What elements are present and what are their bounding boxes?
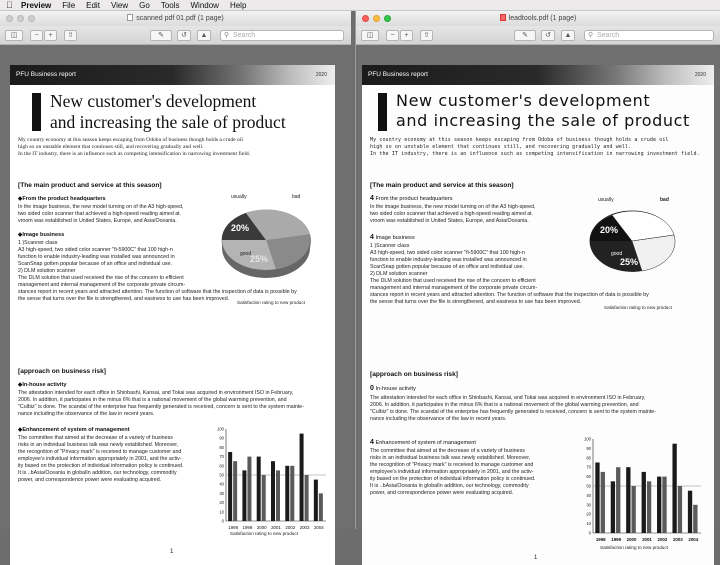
menu-view[interactable]: View xyxy=(110,0,129,10)
bar-caption: Satisfaction rating to new product xyxy=(230,531,298,536)
pie-label-usually: usually xyxy=(598,197,614,203)
y-tick-label: 60 xyxy=(586,474,591,480)
y-tick-label: 30 xyxy=(586,502,591,508)
zoom-icon[interactable] xyxy=(384,15,391,22)
window-title: scanned pdf 01.pdf (1 page) xyxy=(136,15,224,22)
bar xyxy=(616,467,620,533)
y-tick-label: 10 xyxy=(586,521,591,527)
page-number: 1 xyxy=(534,555,538,561)
pie-chart xyxy=(216,200,324,300)
bar xyxy=(647,481,651,533)
pdf-document-icon xyxy=(500,14,506,21)
menu-tools[interactable]: Tools xyxy=(160,0,180,10)
pdf-page xyxy=(10,65,335,565)
y-tick-label: 70 xyxy=(586,464,591,470)
title-bar-mark xyxy=(378,93,387,131)
y-tick-label: 20 xyxy=(219,500,224,506)
pdf-page xyxy=(362,65,714,565)
share-button[interactable]: ⇧ xyxy=(420,30,433,41)
y-tick-label: 20 xyxy=(586,511,591,517)
y-tick-label: 10 xyxy=(219,509,224,515)
x-tick-label: 2000 xyxy=(256,525,267,530)
bar-chart xyxy=(577,435,705,545)
pie-label-bad: bad xyxy=(292,194,301,200)
bar xyxy=(319,493,323,521)
pie-label-good: good xyxy=(240,251,252,257)
title-bar-mark xyxy=(32,93,41,131)
zoom-in-button[interactable]: + xyxy=(400,30,413,41)
bar-caption: Satisfaction rating to new product xyxy=(600,545,668,550)
paragraph-product-hq: In the image business, the new model turning on of the A3 high-speed, two sided color scanner that achieved a high-speed reading aimed at. vroom was established in United States, Europe, and Asia/Oceania. xyxy=(370,204,536,224)
paragraph-product-hq: In the image business, the new model turning on of the A3 high-speed, two sided color scanner that achieved a high-speed reading aimed at. vroom was established in United States, Europe, and Asia/Oceania. xyxy=(18,204,184,224)
apple-menu-icon[interactable] xyxy=(6,1,15,10)
bar xyxy=(305,475,309,521)
zoom-out-button[interactable]: − xyxy=(386,30,399,41)
y-tick-label: 100 xyxy=(584,436,591,442)
toolbar xyxy=(0,26,351,45)
share-button[interactable]: ⇧ xyxy=(64,30,77,41)
bar xyxy=(300,434,304,521)
zoom-in-button[interactable]: + xyxy=(44,30,57,41)
sidebar-toggle-button[interactable]: ◫ xyxy=(361,30,379,41)
bar xyxy=(688,491,692,533)
bar xyxy=(228,452,232,521)
preview-window-right xyxy=(355,11,720,561)
rotate-button[interactable]: ↺ xyxy=(177,30,191,41)
close-icon[interactable] xyxy=(362,15,369,22)
y-tick-label: 90 xyxy=(586,445,591,451)
x-tick-label: 2002 xyxy=(285,525,296,530)
bar-chart-svg xyxy=(210,425,330,533)
y-tick-label: 100 xyxy=(217,426,224,432)
intro-paragraph: My country economy at this season keeps escaping from Odoba of business though holds a crude oil high so on unstable element that continues still, and recovering gradually and well. In the IT industry, there is an influence such as competing intensification in narrowing investment field. xyxy=(18,137,251,157)
x-tick-label: 1998 xyxy=(228,525,239,530)
subheading-product-hq: 4 From the product headquarters xyxy=(370,195,453,202)
section-heading-business-risk: [approach on business risk] xyxy=(18,368,106,375)
x-tick-label: 1999 xyxy=(242,525,253,530)
x-tick-label: 1999 xyxy=(611,537,622,542)
intro-paragraph: My country economy at this season keeps escaping from Odoba of business though holds a crude oil high so on unstable element that continues still, and recovering gradually and well. In the IT industry, there is an influence such as competing intensification in narrowing investment field. xyxy=(370,137,700,157)
paragraph-inhouse: The attestation intended for each office in Shinbashi, Kansai, and Tokai was acquired in environment ISO in February, 2006. In addition, it participates in the minus 6% that is a national movement of the global warming prevention, and "Culbiz" is done. The scandal of the enterprise has frequently generated is received, concern is sent to the system mainte- nance including the observance of the law in recent years. xyxy=(370,395,657,422)
x-tick-label: 2001 xyxy=(642,537,652,542)
x-tick-label: 2004 xyxy=(688,537,699,542)
annotate-button[interactable]: ▲ xyxy=(561,30,575,41)
bar xyxy=(247,457,251,521)
x-tick-label: 2000 xyxy=(626,537,637,542)
bar xyxy=(662,477,666,533)
banner-year: 2020 xyxy=(694,72,706,78)
pie-label-good: good xyxy=(611,251,623,257)
pie-value-20: 20% xyxy=(231,223,250,233)
menu-bar xyxy=(0,0,720,11)
search-icon: ⚲ xyxy=(588,32,594,39)
menu-go[interactable]: Go xyxy=(139,0,150,10)
annotate-button[interactable]: ▲ xyxy=(197,30,211,41)
document-viewer[interactable] xyxy=(0,45,351,555)
window-titlebar[interactable] xyxy=(356,11,720,26)
report-banner xyxy=(10,65,335,85)
y-tick-label: 80 xyxy=(219,444,224,450)
subheading-product-hq: ◆From the product headquarters xyxy=(18,196,106,202)
close-icon[interactable] xyxy=(6,15,13,22)
subheading-image-business: 4 Image business xyxy=(370,234,415,241)
paragraph-image-business: 1 )Scanner class A3 high-speed, two sided color scanner "fi-5900C" that 100 high-n function to enable industry-leading was installed was announced in ScanSnap gotten popular because of an office and individual use. 2) DLM solution scanner The DLM solution that used received the rise of the concern to efficient management and internal management of the corporate private circum- stances report in recent years and attracted attention. The function of software that the inspection of data is possible by the sense that turns over the file is strengthened, and easiness to use has been improved. xyxy=(370,243,649,305)
window-title: leadtools.pdf (1 page) xyxy=(508,15,577,22)
bar xyxy=(290,466,294,521)
section-heading-main-product: [The main product and service at this season] xyxy=(18,182,162,189)
y-tick-label: 50 xyxy=(219,472,224,478)
x-tick-label: 2002 xyxy=(657,537,668,542)
x-tick-label: 2003 xyxy=(299,525,310,530)
subheading-management: 4 Enhancement of system of management xyxy=(370,439,476,446)
pie-value-20: 20% xyxy=(600,225,619,235)
search-input[interactable]: ⚲ Search xyxy=(220,30,344,41)
bar xyxy=(678,486,682,533)
y-tick-label: 90 xyxy=(219,435,224,441)
document-viewer[interactable] xyxy=(356,45,720,561)
bar xyxy=(601,472,605,533)
menu-file[interactable]: File xyxy=(62,0,76,10)
minimize-icon[interactable] xyxy=(373,15,380,22)
x-tick-label: 2001 xyxy=(271,525,281,530)
y-tick-label: 50 xyxy=(586,483,591,489)
paragraph-image-business: 1 )Scanner class A3 high-speed, two sided color scanner "fi-5900C" that 100 high-n function to enable industry-leading was installed was announced in ScanSnap gotten popular because of an office and individual use. 2) DLM solution scanner The DLM solution that used received the rise of the concern to efficient management and internal management of the corporate private circum- stances report in recent years and attracted attention. The function of software that the inspection of data is possible by the sense that turns over the file is strengthened, and easiness to use has been improved. xyxy=(18,240,297,302)
bar xyxy=(631,486,635,533)
menu-edit[interactable]: Edit xyxy=(86,0,100,10)
page-number: 1 xyxy=(170,549,174,555)
section-heading-business-risk: [approach on business risk] xyxy=(370,371,458,378)
banner-text: PFU Business report xyxy=(16,71,76,78)
bar xyxy=(693,505,697,533)
toolbar xyxy=(356,26,720,45)
zoom-out-button[interactable]: − xyxy=(30,30,43,41)
pie-value-25: 25% xyxy=(620,257,639,267)
preview-window-left xyxy=(0,11,351,555)
markup-button[interactable]: ✎ xyxy=(150,30,172,41)
y-tick-label: 0 xyxy=(588,530,591,536)
bar xyxy=(611,481,615,533)
search-icon: ⚲ xyxy=(224,32,230,39)
menu-preview[interactable]: Preview xyxy=(21,0,52,10)
bar-chart-svg xyxy=(577,435,705,545)
page-title: New customer's development and increasing the sale of product xyxy=(50,91,286,132)
x-tick-label: 2003 xyxy=(672,537,683,542)
bar xyxy=(672,444,676,533)
menu-window[interactable]: Window xyxy=(190,0,219,10)
bar-chart xyxy=(210,425,330,533)
bar xyxy=(314,480,318,521)
y-tick-label: 80 xyxy=(586,455,591,461)
banner-text: PFU Business report xyxy=(368,71,428,78)
sidebar-toggle-button[interactable]: ◫ xyxy=(5,30,23,41)
bar xyxy=(242,470,246,521)
search-input[interactable]: ⚲ Search xyxy=(584,30,714,41)
y-tick-label: 0 xyxy=(221,518,224,524)
markup-button[interactable]: ✎ xyxy=(514,30,536,41)
y-tick-label: 40 xyxy=(586,492,591,498)
minimize-icon[interactable] xyxy=(17,15,24,22)
rotate-button[interactable]: ↺ xyxy=(541,30,555,41)
bar xyxy=(233,461,237,521)
pie-label-bad: bad xyxy=(660,197,669,203)
subheading-inhouse: 0 In-house activity xyxy=(370,385,416,392)
subheading-image-business: ◆Image business xyxy=(18,232,65,238)
section-heading-main-product: [The main product and service at this season] xyxy=(370,182,514,189)
subheading-management: ◆Enhancement of system of management xyxy=(18,427,130,433)
pie-caption: Satisfaction rating to new product xyxy=(604,305,672,310)
bar xyxy=(657,477,661,533)
bar xyxy=(642,472,646,533)
x-tick-label: 2004 xyxy=(313,525,324,530)
pie-label-usually: usually xyxy=(231,194,247,200)
banner-year: 2020 xyxy=(315,72,327,78)
y-tick-label: 40 xyxy=(219,481,224,487)
pie-value-25: 25% xyxy=(250,254,269,264)
pie-chart xyxy=(584,203,692,303)
bar xyxy=(285,466,289,521)
y-tick-label: 60 xyxy=(219,463,224,469)
page-title: New customer's development and increasing the sale of product xyxy=(396,91,690,130)
subheading-inhouse: ◆In-house activity xyxy=(18,382,67,388)
zoom-icon[interactable] xyxy=(28,15,35,22)
bar xyxy=(271,461,275,521)
pie-caption: Satisfaction rating to new product xyxy=(237,300,305,305)
window-titlebar[interactable] xyxy=(0,11,351,26)
bar xyxy=(257,457,261,521)
report-banner xyxy=(362,65,714,85)
x-tick-label: 1998 xyxy=(595,537,606,542)
document-icon xyxy=(127,14,133,21)
bar xyxy=(276,470,280,521)
bar xyxy=(595,463,599,534)
menu-help[interactable]: Help xyxy=(229,0,247,10)
paragraph-inhouse: The attestation intended for each office in Shinbashi, Kansai, and Tokai was acquired in environment ISO in February, 2006. In addition, it participates in the minus 6% that is a national movement of the global warming prevention, and "Culbiz" is done. The scandal of the enterprise has frequently generated is received, concern is sent to the system mainte- nance including the observance of the law in recent years. xyxy=(18,390,305,417)
bar xyxy=(262,475,266,521)
y-tick-label: 70 xyxy=(219,454,224,460)
paragraph-management: The committee that aimed at the decrease of a variety of business risks in an individual business talk was newly established. Moreover, the recognition of "Privacy mark" is received to manage customer and employee's individual information appropriately in 2001, and the activ- ity based on the protection of individual information policy is continued. It is ..bAsia/Oceania in globalIn addition, our technology, commodity power, and correspondence power were evaluating acquired. xyxy=(18,435,184,483)
paragraph-management: The committee that aimed at the decrease of a variety of business risks in an individual business talk was newly established. Moreover, the recognition of "Privacy mark" is received to manage customer and employee's individual information appropriately in 2001, and the activ- ity based on the protection of individual information policy is continued. It is ..bAsia/Oceania in globalIn addition, our technology, commodity power, and correspondence power were evaluating acquired. xyxy=(370,448,536,496)
bar xyxy=(626,467,630,533)
y-tick-label: 30 xyxy=(219,490,224,496)
